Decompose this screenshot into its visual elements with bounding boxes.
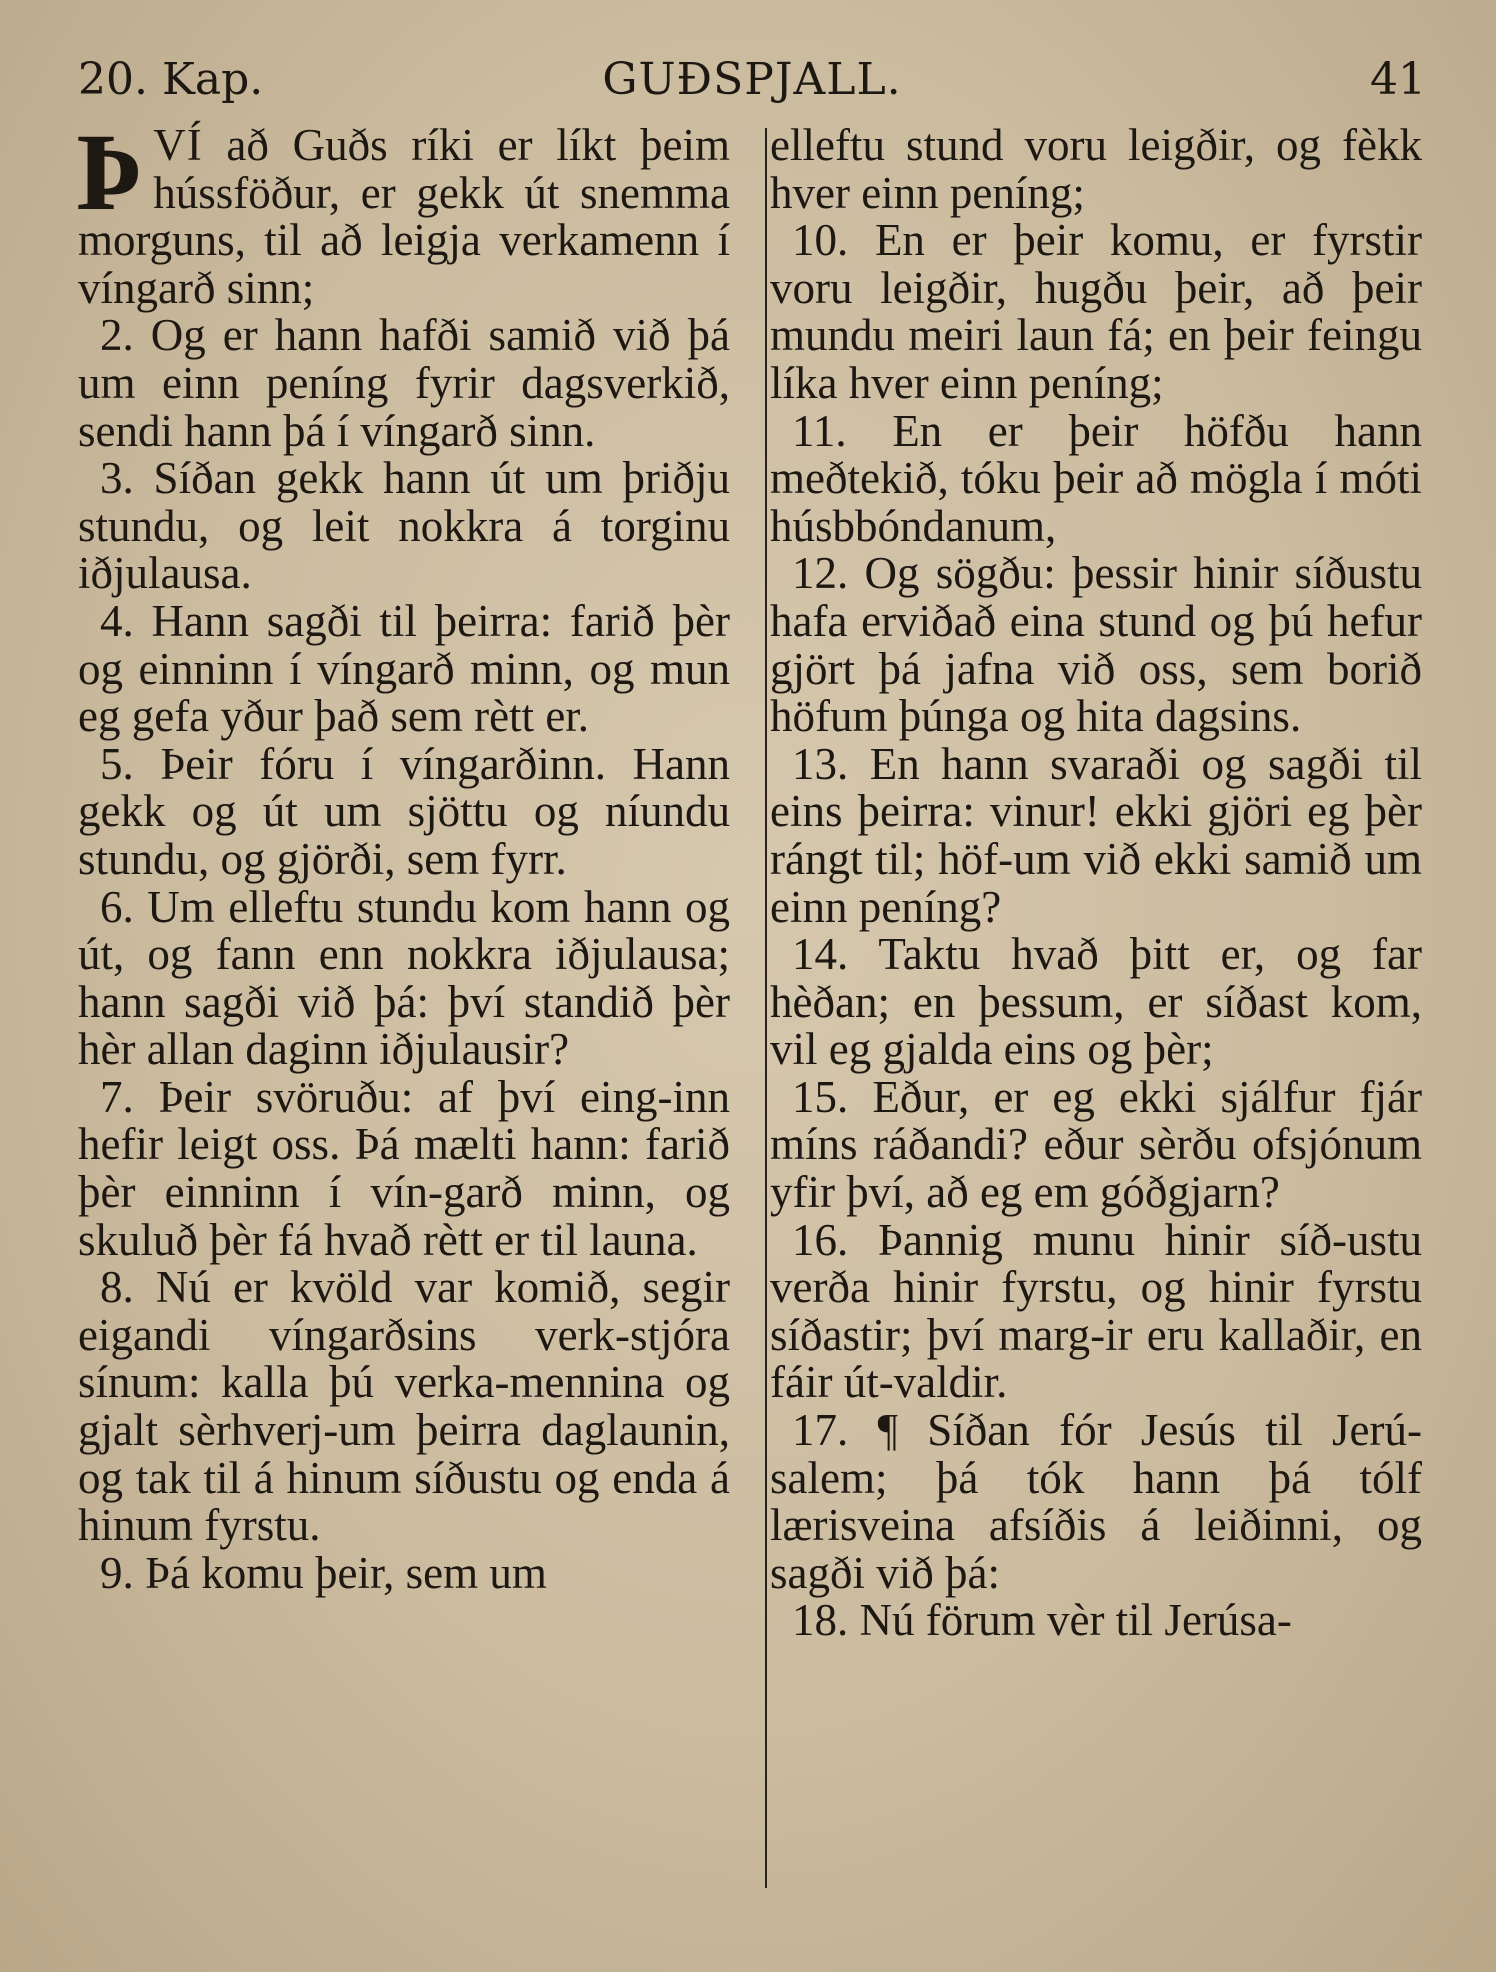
continuation-text: elleftu stund voru leigðir, og fèkk hver einn peníng; (770, 120, 1422, 218)
verse: 3. Síðan gekk hann út um þriðju stundu, og leit nokkra á torginu iðjulausa. (78, 453, 730, 599)
page-number: 41 (1370, 54, 1426, 105)
verse: 14. Taktu hvað þitt er, og far hèðan; en þessum, er síðast kom, vil eg gjalda eins og þèr; (770, 929, 1422, 1075)
left-column (76, 111, 730, 1598)
verse: 8. Nú er kvöld var komið, segir eigandi víngarðsins verk-stjóra sínum: kalla þú verka-mennina og gjalt sèrhverj-um þeirra daglaunin, og tak til á hinum síðustu og enda á hinum fyrstu. (78, 1262, 730, 1551)
drop-cap: Þ (76, 111, 144, 233)
verse: 12. Og sögðu: þessir hinir síðustu hafa erviðað eina stund og þú hefur gjört þá jafna við oss, sem borið höfum þúnga og hita dagsins. (770, 548, 1422, 742)
verse: 15. Eður, er eg ekki sjálfur fjár míns ráðandi? eður sèrðu ofsjónum yfir því, að eg em góðgjarn? (770, 1071, 1422, 1218)
verse: 18. Nú förum vèr til Jerúsa- (792, 1595, 1292, 1646)
verse: 9. Þá komu þeir, sem um (100, 1547, 547, 1598)
verse: 2. Og er hann hafði samið við þá um einn peníng fyrir dagsverkið, sendi hann þá í víngarð sinn. (78, 310, 730, 456)
first-word: VÍ (153, 120, 203, 170)
verse: 6. Um elleftu stundu kom hann og út, og fann enn nokkra iðjulausa; hann sagði við þá: því standið þèr hèr allan daginn iðjulausir? (78, 881, 730, 1075)
verse: 5. Þeir fóru í víngarðinn. Hann gekk og út um sjöttu og níundu stundu, og gjörði, sem fyrr. (78, 738, 730, 884)
right-column (770, 122, 1422, 1645)
verse: 7. Þeir svöruðu: af því eing-inn hefir leigt oss. Þá mælti hann: farið þèr einninn í vín-garð minn, og skuluð þèr fá hvað rètt er til launa. (78, 1071, 730, 1265)
verse: 10. En er þeir komu, er fyrstir voru leigðir, hugðu þeir, að þeir mundu meiri laun fá; en þeir feingu líka hver einn peníng; (770, 215, 1422, 408)
verse: 11. En er þeir höfðu hann meðtekið, tóku þeir að mögla í móti húsbbóndanum, (770, 405, 1422, 551)
verse: 17. ¶ Síðan fór Jesús til Jerú-salem; þá tók hann þá tólf lærisveina afsíðis á leiðinni, og sagði við þá: (770, 1405, 1422, 1598)
page-title: GUÐSPJALL. (602, 54, 902, 105)
opening-text: að Guðs ríki er líkt þeim hússföður, er gekk út snemma morguns, til að leigja verkamenn í víngarð sinn; (78, 120, 730, 313)
opening-paragraph (76, 111, 730, 313)
verse: 16. Þannig munu hinir síð-ustu verða hinir fyrstu, og hinir fyrstu síðastir; því marg-ir eru kallaðir, en fáir út-valdir. (770, 1214, 1422, 1408)
running-header (78, 52, 1426, 108)
chapter-label: 20. Kap. (78, 54, 264, 105)
verse: 4. Hann sagði til þeirra: farið þèr og einninn í víngarð minn, og mun eg gefa yður það sem rètt er. (78, 595, 730, 742)
column-divider (765, 128, 767, 1888)
verse: 13. En hann svaraði og sagði til eins þeirra: vinur! ekki gjöri eg þèr rángt til; höf-um við ekki samið um einn peníng? (770, 738, 1422, 932)
